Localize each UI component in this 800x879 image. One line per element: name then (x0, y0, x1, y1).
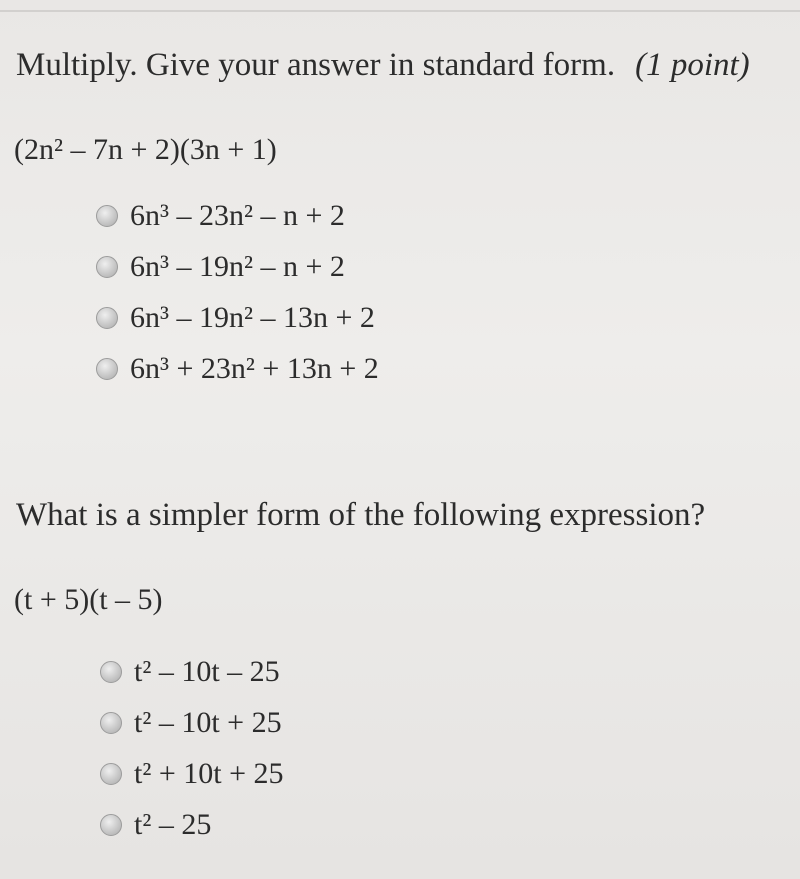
radio-button[interactable] (100, 814, 122, 836)
radio-button[interactable] (96, 358, 118, 380)
answer-choice-c[interactable] (96, 292, 800, 343)
answer-choice-label: 6n³ – 23n² – n + 2 (130, 198, 345, 232)
radio-button[interactable] (96, 256, 118, 278)
top-divider (0, 10, 800, 12)
answer-choices (0, 190, 800, 394)
question-prompt (16, 40, 800, 90)
question-2 (0, 490, 800, 850)
radio-button[interactable] (100, 712, 122, 734)
radio-button[interactable] (96, 205, 118, 227)
answer-choice-label: t² – 10t + 25 (134, 705, 282, 739)
question-prompt (16, 490, 800, 540)
answer-choice-label: t² – 10t – 25 (134, 654, 280, 688)
radio-button[interactable] (96, 307, 118, 329)
question-expression: (2n² – 7n + 2)(3n + 1) (14, 133, 277, 166)
answer-choice-label: 6n³ – 19n² – 13n + 2 (130, 300, 375, 334)
question-1 (0, 40, 800, 394)
answer-choice-label: 6n³ + 23n² + 13n + 2 (130, 351, 379, 385)
answer-choice-d[interactable] (100, 799, 800, 850)
answer-choice-c[interactable] (100, 748, 800, 799)
radio-button[interactable] (100, 763, 122, 785)
answer-choice-b[interactable] (96, 241, 800, 292)
question-points: (1 point) (635, 47, 750, 83)
answer-choices (0, 646, 800, 850)
answer-choice-a[interactable] (100, 646, 800, 697)
question-expression: (t + 5)(t – 5) (14, 583, 163, 616)
answer-choice-d[interactable] (96, 343, 800, 394)
answer-choice-label: t² – 25 (134, 807, 212, 841)
radio-button[interactable] (100, 661, 122, 683)
question-prompt-text: Multiply. Give your answer in standard form. (16, 47, 616, 83)
answer-choice-b[interactable] (100, 697, 800, 748)
question-prompt-text: What is a simpler form of the following expression? (16, 497, 706, 533)
answer-choice-label: 6n³ – 19n² – n + 2 (130, 249, 345, 283)
answer-choice-a[interactable] (96, 190, 800, 241)
answer-choice-label: t² + 10t + 25 (134, 756, 284, 790)
